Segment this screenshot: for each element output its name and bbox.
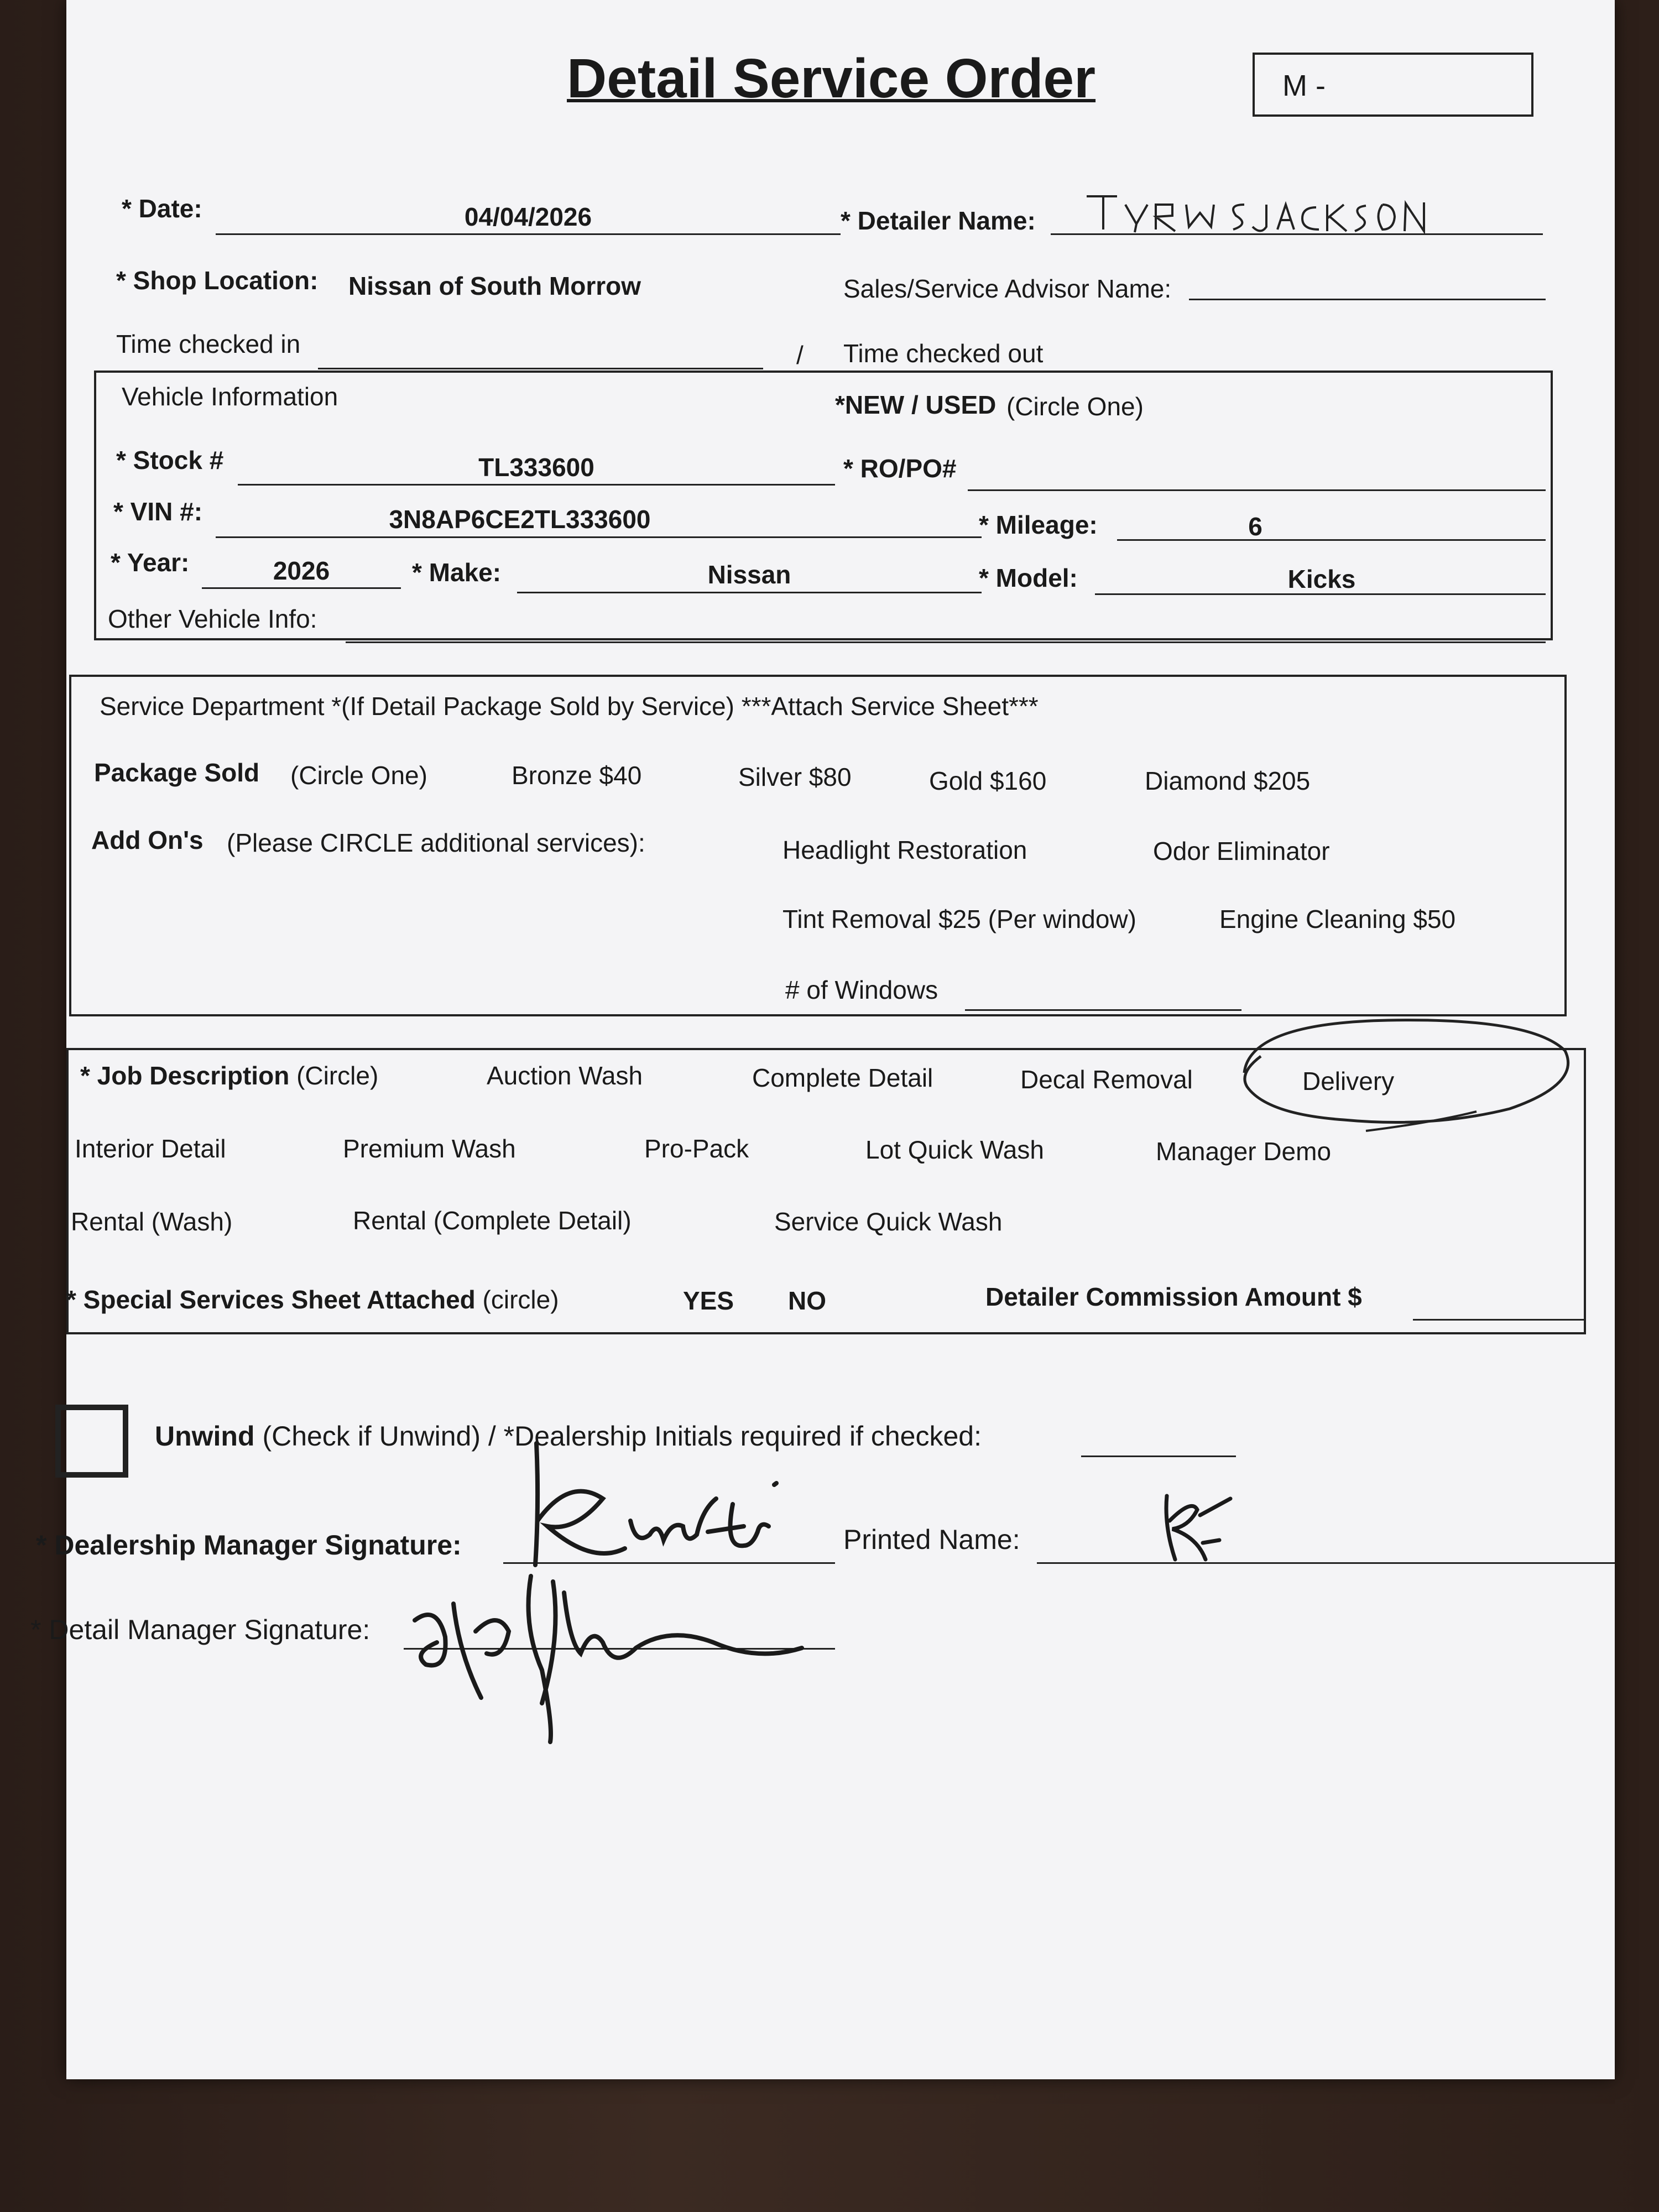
special-yes-option[interactable]: YES [683,1286,734,1315]
job-interior-detail[interactable]: Interior Detail [75,1134,226,1163]
add-ons-hint: (Please CIRCLE additional services): [227,828,645,857]
printed-name-label: Printed Name: [843,1524,1020,1555]
printed-name-initials [1159,1488,1247,1571]
windows-label: # of Windows [785,975,938,1004]
new-used-hint: (Circle One) [1006,392,1144,421]
new-used-label[interactable]: *NEW / USED [835,390,997,419]
time-in-field[interactable] [318,337,763,369]
job-description-hint: (Circle) [296,1061,379,1090]
job-description-heading [80,1061,378,1091]
package-sold-hint: (Circle One) [290,761,427,790]
make-value: Nissan [707,560,791,589]
add-ons-label: Add On's [91,826,204,854]
vin-label: * VIN #: [113,497,203,526]
mileage-value: 6 [1248,512,1262,541]
time-slash: / [796,341,804,369]
printed-name-field[interactable] [1037,1532,1615,1564]
job-complete-detail[interactable]: Complete Detail [752,1063,933,1092]
job-rental-wash[interactable]: Rental (Wash) [71,1207,233,1236]
service-order-form [30,0,1615,2079]
date-label: * Date: [122,194,202,223]
vin-value: 3N8AP6CE2TL333600 [389,505,651,534]
special-services-hint: (circle) [482,1285,559,1314]
model-label: * Model: [979,564,1078,592]
order-number-box[interactable] [1253,53,1533,117]
job-premium-wash[interactable]: Premium Wash [343,1134,516,1163]
job-lot-quick-wash[interactable]: Lot Quick Wash [865,1135,1044,1164]
job-service-quick-wash[interactable]: Service Quick Wash [774,1207,1003,1236]
special-no-option[interactable]: NO [788,1286,826,1315]
addon-tint-removal[interactable]: Tint Removal $25 (Per window) [782,905,1136,933]
delivery-circle-mark [1200,1012,1582,1139]
ro-po-field[interactable] [968,459,1546,491]
job-manager-demo[interactable]: Manager Demo [1156,1137,1332,1166]
other-vehicle-info-label: Other Vehicle Info: [108,604,317,633]
dealership-initials-field[interactable] [1081,1427,1236,1457]
addon-engine-cleaning[interactable]: Engine Cleaning $50 [1219,905,1456,933]
job-rental-complete-detail[interactable]: Rental (Complete Detail) [353,1206,632,1235]
year-value: 2026 [273,556,330,585]
commission-field[interactable] [1413,1288,1584,1321]
package-silver[interactable]: Silver $80 [738,763,852,791]
year-label: * Year: [111,548,190,577]
detail-manager-signature-label: * Detail Manager Signature: [30,1614,371,1645]
advisor-label: Sales/Service Advisor Name: [843,274,1172,303]
shop-location-value: Nissan of South Morrow [348,272,641,300]
mileage-label: * Mileage: [979,510,1098,539]
detailer-name-label: * Detailer Name: [841,206,1036,235]
job-pro-pack[interactable]: Pro-Pack [644,1134,749,1163]
advisor-field[interactable] [1189,271,1546,300]
special-services-row [66,1285,559,1314]
form-title: Detail Service Order [567,48,1096,109]
time-out-label: Time checked out [843,339,1044,368]
ro-po-label: * RO/PO# [843,454,957,483]
commission-label: Detailer Commission Amount $ [985,1282,1362,1311]
job-auction-wash[interactable]: Auction Wash [487,1061,643,1090]
dealership-manager-signature-label: * Dealership Manager Signature: [36,1530,462,1561]
unwind-checkbox[interactable] [55,1405,128,1478]
detailer-name-handwriting [1084,182,1427,238]
addon-odor-eliminator[interactable]: Odor Eliminator [1153,837,1330,865]
service-heading: Service Department *(If Detail Package Sold by Service) ***Attach Service Sheet*** [100,692,1039,721]
other-vehicle-info-field[interactable] [346,614,1546,643]
make-label: * Make: [412,558,502,587]
date-value: 04/04/2026 [464,202,592,231]
time-out-field[interactable] [1059,343,1548,372]
job-description-label: * Job Description [80,1061,290,1090]
unwind-label: Unwind [155,1421,255,1452]
stock-value: TL333600 [478,453,594,482]
package-gold[interactable]: Gold $160 [929,766,1047,795]
package-diamond[interactable]: Diamond $205 [1145,766,1311,795]
package-sold-label: Package Sold [94,758,260,787]
job-delivery[interactable]: Delivery [1302,1067,1395,1095]
order-number-label: M - [1282,69,1326,102]
addon-headlight-restoration[interactable]: Headlight Restoration [782,836,1027,864]
shop-location-label: * Shop Location: [116,266,319,295]
time-in-label: Time checked in [116,330,301,358]
package-bronze[interactable]: Bronze $40 [512,761,642,790]
stock-label: * Stock # [116,446,224,474]
detail-manager-signature [404,1559,824,1747]
vehicle-section-label: Vehicle Information [122,382,338,411]
dealership-manager-signature [525,1438,813,1571]
job-decal-removal[interactable]: Decal Removal [1020,1065,1193,1094]
windows-field[interactable] [965,979,1241,1011]
special-services-label: * Special Services Sheet Attached [66,1285,476,1314]
model-value: Kicks [1287,565,1356,593]
unwind-hint: (Check if Unwind) / *Dealership Initials required if checked: [262,1421,982,1452]
